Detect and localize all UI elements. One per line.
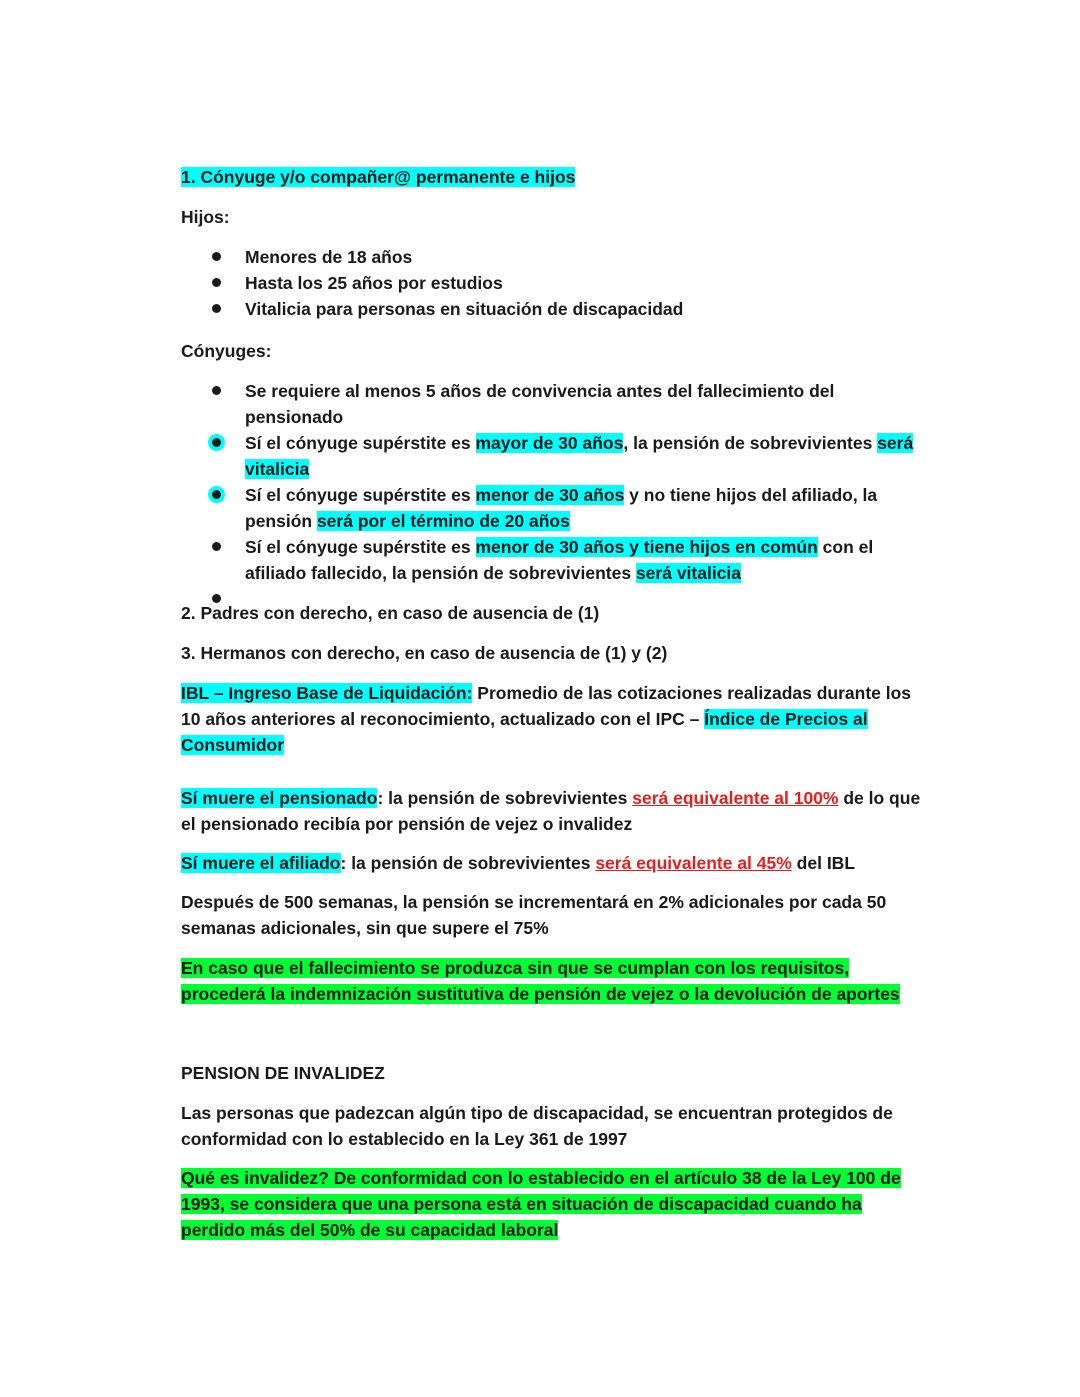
list-item: Se requiere al menos 5 años de convivencia antes del fallecimiento del pensionado	[181, 378, 926, 430]
conyuges-list	[181, 378, 926, 612]
list-item: Menores de 18 años	[181, 244, 926, 270]
conyuges-label: Cónyuges:	[181, 341, 272, 361]
list-item: Sí el cónyuge supérstite es menor de 30 años y tiene hijos en común con el afiliado fallecido, la pensión de sobrevivientes será vitalicia	[181, 534, 926, 586]
padres-line: 2. Padres con derecho, en caso de ausencia de (1)	[181, 603, 600, 623]
ibl-paragraph: IBL – Ingreso Base de Liquidación: Promedio de las cotizaciones realizadas durante los 10 años anteriores al reconocimiento, actualizado con el IPC – Índice de Precios al Consumidor	[181, 683, 912, 755]
hermanos-line: 3. Hermanos con derecho, en caso de ausencia de (1) y (2)	[181, 643, 668, 663]
list-item: Vitalicia para personas en situación de discapacidad	[181, 296, 926, 322]
bullet-icon	[212, 252, 221, 261]
muere-pensionado-paragraph: Sí muere el pensionado: la pensión de sobrevivientes será equivalente al 100% de lo que el pensionado recibía por pensión de vejez o invalidez	[181, 788, 921, 834]
hijos-list	[181, 244, 926, 322]
hijos-label: Hijos:	[181, 207, 230, 227]
bullet-icon	[212, 490, 221, 499]
list-item: Sí el cónyuge supérstite es mayor de 30 años, la pensión de sobrevivientes será vitalicia	[181, 430, 926, 482]
que-es-invalidez-paragraph: Qué es invalidez? De conformidad con lo establecido en el artículo 38 de la Ley 100 de 1993, se considera que una persona está en situación de discapacidad cuando ha perdido más del 50% de su capacidad laboral	[181, 1168, 901, 1240]
list-item: Hasta los 25 años por estudios	[181, 270, 926, 296]
bullet-icon	[212, 386, 221, 395]
list-item: Sí el cónyuge supérstite es menor de 30 años y no tiene hijos del afiliado, la pensión será por el término de 20 años	[181, 482, 926, 534]
en-caso-paragraph: En caso que el fallecimiento se produzca sin que se cumplan con los requisitos, procederá la indemnización sustitutiva de pensión de vejez o la devolución de aportes	[181, 958, 900, 1004]
bullet-icon	[212, 278, 221, 287]
invalidez-heading: PENSION DE INVALIDEZ	[181, 1063, 385, 1083]
section-title-conyuge: 1. Cónyuge y/o compañer@ permanente e hijos	[181, 167, 576, 187]
despues-500-paragraph: Después de 500 semanas, la pensión se incrementará en 2% adicionales por cada 50 semanas adicionales, sin que supere el 75%	[181, 892, 887, 938]
bullet-icon	[212, 438, 221, 447]
muere-afiliado-paragraph: Sí muere el afiliado: la pensión de sobrevivientes será equivalente al 45% del IBL	[181, 853, 856, 873]
invalidez-paragraph: Las personas que padezcan algún tipo de discapacidad, se encuentran protegidos de conformidad con lo establecido en la Ley 361 de 1997	[181, 1103, 893, 1149]
bullet-icon	[212, 542, 221, 551]
bullet-icon	[212, 304, 221, 313]
